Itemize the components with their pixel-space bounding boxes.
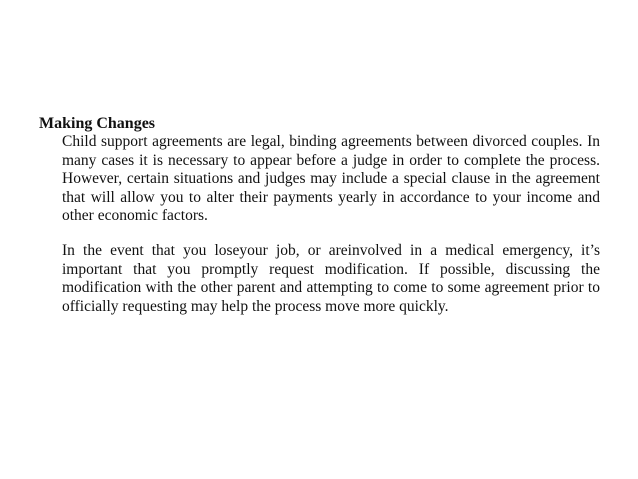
body-paragraph-2: In the event that you loseyour job, or areinvolved in a medical emergency, it’s important that you promptly request modification. If possible, discussing the modification with the other parent and attempting to come to some agreement prior to officially requesting may help the process move more quickly. bbox=[62, 242, 600, 315]
section-heading: Making Changes bbox=[39, 115, 156, 132]
body-paragraph-1: Child support agreements are legal, binding agreements between divorced couples. In many cases it is necessary to appear before a judge in order to complete the process. However, certain situations and judges may include a special clause in the agreement that will allow you to alter their payments yearly in accordance to your income and other economic factors. bbox=[62, 133, 600, 224]
